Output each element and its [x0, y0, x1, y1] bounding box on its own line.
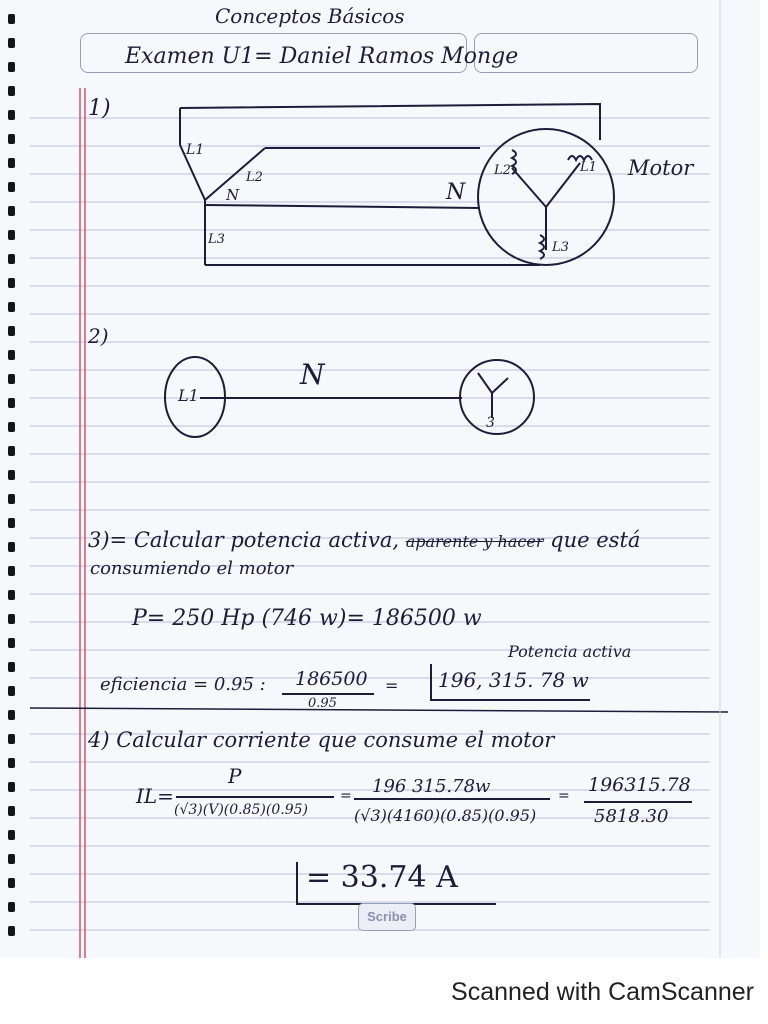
fraction-1-denominator: (√3)(V)(0.85)(0.95)	[174, 802, 308, 818]
fraction-2-bar	[354, 798, 550, 800]
binder-hole	[8, 638, 15, 648]
efficiency-numerator: 186500	[295, 668, 368, 690]
equals-sign: =	[340, 788, 352, 804]
binder-hole	[8, 542, 15, 552]
fraction-1-numerator: P	[228, 764, 242, 788]
result-bracket	[430, 664, 432, 700]
efficiency-lhs: eficiencia = 0.95 :	[100, 674, 266, 695]
section-3-heading-struck: aparente y hacer	[405, 532, 544, 551]
diagram-2-three: 3	[486, 415, 495, 431]
binder-hole	[8, 710, 15, 720]
single-line-diagram	[0, 0, 760, 460]
equals-sign: =	[558, 788, 570, 804]
equals-sign: =	[385, 676, 399, 695]
binder-hole	[8, 806, 15, 816]
power-equation: P= 250 Hp (746 w)= 186500 w	[132, 606, 482, 631]
potencia-activa-label: Potencia activa	[508, 642, 632, 661]
motor-label: Motor	[628, 156, 694, 180]
label-l3: L3	[208, 232, 225, 247]
section-3-heading-line2: consumiendo el motor	[90, 558, 294, 579]
binder-hole	[8, 494, 15, 504]
final-current-result: = 33.74 A	[306, 860, 458, 895]
motor-l3: L3	[552, 240, 569, 255]
label-n-line: N	[446, 180, 466, 205]
binder-hole	[8, 518, 15, 528]
scribe-logo: Scribe	[358, 903, 416, 931]
section-1-number: 1)	[88, 96, 111, 121]
binder-hole	[8, 614, 15, 624]
motor-l2: L2	[494, 163, 511, 178]
section-3-heading-suffix: que está	[550, 528, 641, 552]
section-3-heading	[88, 528, 640, 552]
binder-hole	[8, 782, 15, 792]
label-n: N	[226, 186, 240, 204]
section-2-number: 2)	[88, 324, 109, 348]
fraction-3-bar	[584, 801, 692, 803]
fraction-3-denominator: 5818.30	[594, 806, 669, 827]
fraction-2-denominator: (√3)(4160)(0.85)(0.95)	[354, 806, 537, 825]
binder-hole	[8, 902, 15, 912]
binder-hole	[8, 758, 15, 768]
page-title: Conceptos Básicos	[215, 4, 405, 28]
binder-hole	[8, 854, 15, 864]
fraction-2-numerator: 196 315.78w	[372, 776, 491, 797]
fraction-1-bar	[176, 796, 334, 798]
fraction-3-numerator: 196315.78	[588, 774, 691, 796]
binder-hole	[8, 662, 15, 672]
final-bracket	[296, 862, 298, 904]
exam-name: Examen U1= Daniel Ramos Monge	[125, 44, 519, 69]
efficiency-fraction-bar	[282, 693, 374, 695]
motor-l1: L1	[580, 160, 597, 175]
result-underline	[430, 699, 590, 701]
il-lhs: IL=	[136, 784, 174, 808]
binder-hole	[8, 590, 15, 600]
binder-hole	[8, 926, 15, 936]
section-3-heading-prefix: 3)= Calcular potencia activa,	[88, 528, 400, 552]
diagram-2-l1: L1	[178, 386, 199, 405]
binder-hole	[8, 878, 15, 888]
efficiency-result: 196, 315. 78 w	[438, 668, 589, 692]
binder-hole	[8, 830, 15, 840]
efficiency-denominator: 0.95	[308, 696, 337, 711]
label-l1: L1	[186, 142, 205, 158]
binder-hole	[8, 470, 15, 480]
binder-hole	[8, 566, 15, 576]
label-l2: L2	[246, 170, 263, 185]
section-4-heading: 4) Calcular corriente que consume el motor	[88, 728, 555, 752]
scanner-footer: Scanned with CamScanner	[451, 978, 754, 1006]
binder-hole	[8, 734, 15, 744]
binder-hole	[8, 686, 15, 696]
diagram-2-n: N	[300, 358, 325, 391]
